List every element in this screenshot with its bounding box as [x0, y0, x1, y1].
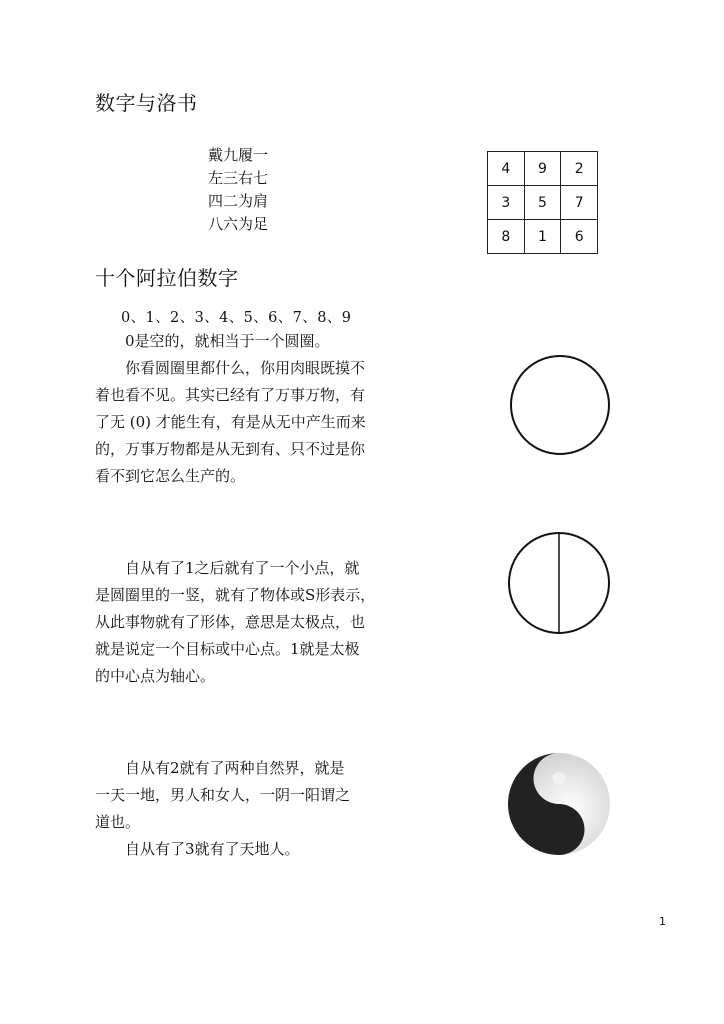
grid-cell: 6 [561, 220, 598, 254]
paragraph-line: 你看圆圈里都什么，你用肉眼既摸不 [95, 359, 366, 377]
grid-row [488, 220, 598, 254]
grid-cell: 1 [524, 220, 561, 254]
grid-row [488, 152, 598, 186]
paragraph-zero [95, 328, 366, 490]
paragraph-line: 自从有了3就有了天地人。 [95, 840, 300, 858]
verse-line: 四二为肩 [208, 192, 269, 210]
verse-line: 戴九履一 [208, 146, 269, 164]
paragraph-line: 自从有了1之后就有了一个小点，就 [95, 559, 360, 577]
paragraph-line: 是圆圈里的一竖，就有了物体或S形表示， [95, 586, 376, 604]
paragraph-line: 0是空的，就相当于一个圆圈。 [95, 332, 330, 350]
paragraph-line: 了无 (0) 才能生有，有是从无中产生而来 [95, 413, 366, 431]
grid-cell: 7 [561, 186, 598, 220]
grid-cell: 3 [488, 186, 525, 220]
verse-line: 八六为足 [208, 215, 269, 233]
paragraph-one [95, 555, 375, 690]
digits-line: 0、1、2、3、4、5、6、7、8、9 [121, 310, 352, 326]
grid-cell: 2 [561, 152, 598, 186]
paragraph-line: 着也看不见。其实已经有了万事万物，有 [95, 386, 366, 404]
paragraph-two [95, 755, 350, 863]
empty-circle-icon [508, 353, 612, 457]
grid-cell: 5 [524, 186, 561, 220]
paragraph-line: 自从有2就有了两种自然界，就是 [95, 759, 345, 777]
paragraph-line: 从此事物就有了形体，意思是太极点，也 [95, 613, 366, 631]
verse-block [208, 144, 268, 236]
page-title: 数字与洛书 [95, 91, 198, 115]
section-title: 十个阿拉伯数字 [95, 266, 239, 290]
verse-line: 左三右七 [208, 169, 269, 187]
paragraph-line: 看不到它怎么生产的。 [95, 467, 246, 485]
grid-cell: 4 [488, 152, 525, 186]
grid-cell: 8 [488, 220, 525, 254]
lo-shu-grid [487, 151, 598, 254]
paragraph-line: 的，万事万物都是从无到有、只不过是你 [95, 440, 366, 458]
paragraph-line: 就是说定一个目标或中心点。1就是太极 [95, 640, 360, 658]
paragraph-line: 一天一地，男人和女人，一阴一阳谓之 [95, 786, 351, 804]
grid-row [488, 186, 598, 220]
circle-vertical-line-icon [506, 530, 612, 636]
paragraph-line: 的中心点为轴心。 [95, 667, 216, 685]
paragraph-line: 道也。 [95, 813, 141, 831]
page-number: 1 [659, 915, 666, 928]
yin-yang-icon [505, 750, 613, 858]
grid-cell: 9 [524, 152, 561, 186]
